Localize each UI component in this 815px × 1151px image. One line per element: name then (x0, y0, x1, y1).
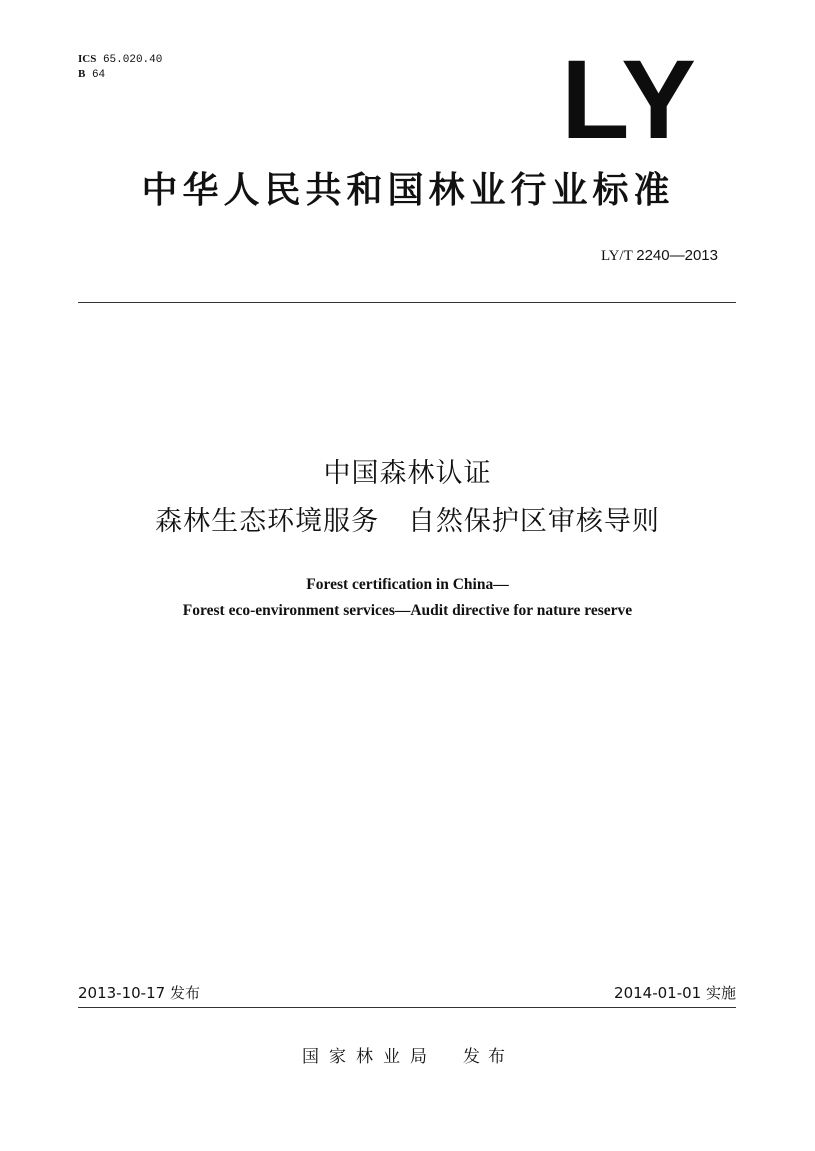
issuer-line (0, 1045, 815, 1069)
header-divider (78, 302, 736, 303)
standard-prefix: LY/T (600, 248, 633, 264)
issue-date: 2013-10-17 发布 (78, 984, 200, 1002)
ccs-value: 64 (91, 69, 106, 81)
footer-divider (78, 1007, 736, 1008)
english-title-line-1: Forest certification in China— (306, 576, 509, 593)
implementation-date: 2014-01-01 实施 (614, 984, 736, 1002)
ly-logo: LY (561, 37, 698, 162)
standard-code: 2240—2013 (636, 247, 718, 264)
ics-code (78, 52, 162, 67)
chinese-title-line-2: 森林生态环境服务 自然保护区审核导则 (155, 506, 660, 537)
ccs-label: B (78, 68, 86, 80)
ics-value: 65.020.40 (102, 54, 163, 66)
issuing-organization: 国家林业局 (302, 1047, 437, 1067)
standard-title: 中华人民共和国林业行业标准 (141, 170, 675, 211)
issue-action: 发布 (463, 1047, 513, 1067)
english-title-line-2: Forest eco-environment services—Audit directive for nature reserve (182, 602, 633, 619)
classification-codes (78, 52, 162, 82)
ics-label: ICS (78, 53, 97, 65)
chinese-title-line-1: 中国森林认证 (323, 458, 492, 489)
ccs-code (78, 67, 162, 82)
standard-number (500, 246, 718, 266)
